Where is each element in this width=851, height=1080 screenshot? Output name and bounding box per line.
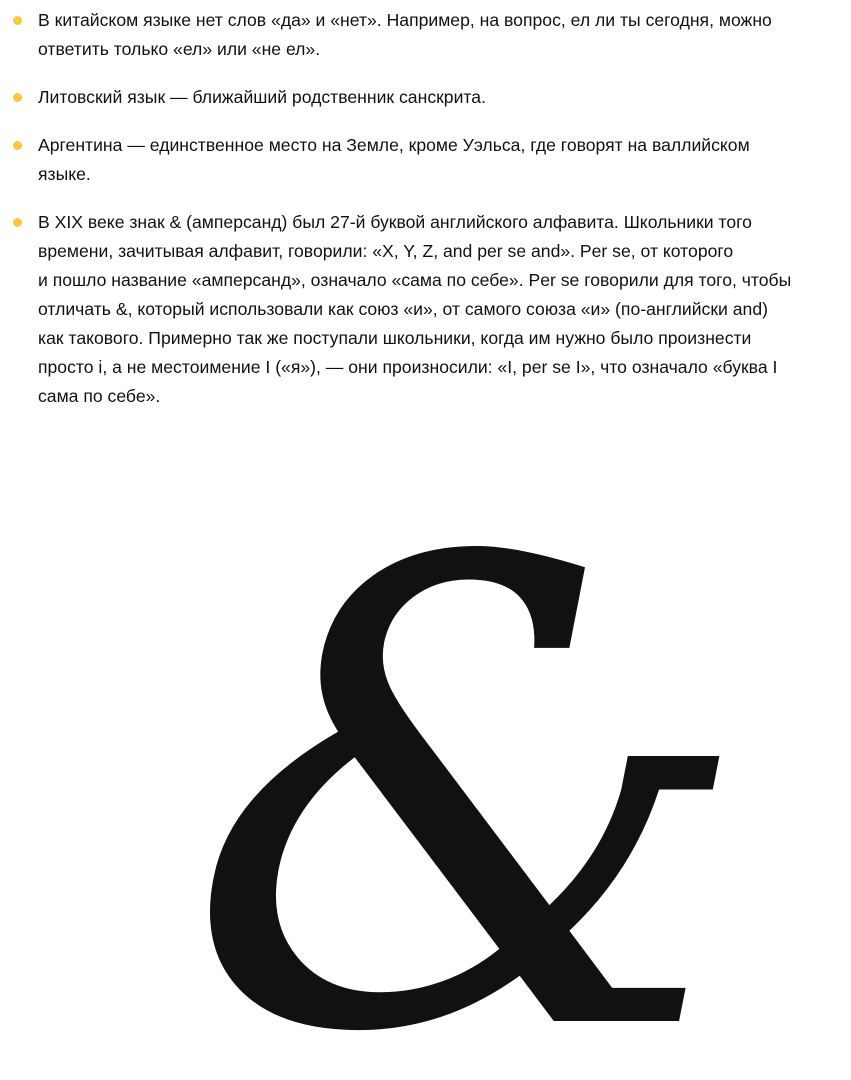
bullet-dot — [13, 141, 22, 150]
text-line: отличать &, который использовали как союз «и», от самого союза «и» (по-английски and) — [38, 299, 768, 319]
list-item — [0, 83, 851, 112]
text-line: сама по себе». — [38, 386, 161, 406]
bullet-dot — [13, 218, 22, 227]
fact-text — [38, 6, 851, 64]
fact-text — [38, 131, 851, 189]
text-line: В китайском языке нет слов «да» и «нет». Например, на вопрос, ел ли ты сегодня, можно — [38, 10, 772, 30]
text-line: В XIX веке знак & (амперсанд) был 27-й буквой английского алфавита. Школьники того — [38, 212, 752, 232]
text-line: языке. — [38, 164, 91, 184]
ampersand-illustration — [0, 440, 851, 1080]
ampersand-glyph: & — [185, 440, 755, 1080]
bullet-dot — [13, 93, 22, 102]
text-line: и пошло название «амперсанд», означало «сама по себе». Per se говорили для того, чтобы — [38, 270, 792, 290]
list-item — [0, 208, 851, 411]
facts-list — [0, 6, 851, 430]
text-line: времени, зачитывая алфавит, говорили: «X, Y, Z, and per se and». Per se, от которого — [38, 241, 734, 261]
text-line: ответить только «ел» или «не ел». — [38, 39, 321, 59]
list-item — [0, 6, 851, 64]
text-line: просто i, а не местоимение I («я»), — они произносили: «I, per se I», что означало «буква I — [38, 357, 778, 377]
fact-text — [38, 208, 851, 411]
list-item — [0, 131, 851, 189]
fact-text — [38, 83, 851, 112]
text-line: Аргентина — единственное место на Земле, кроме Уэльса, где говорят на валлийском — [38, 135, 750, 155]
text-line: как такового. Примерно так же поступали школьники, когда им нужно было произнести — [38, 328, 752, 348]
bullet-dot — [13, 16, 22, 25]
text-line: Литовский язык — ближайший родственник санскрита. — [38, 87, 486, 107]
